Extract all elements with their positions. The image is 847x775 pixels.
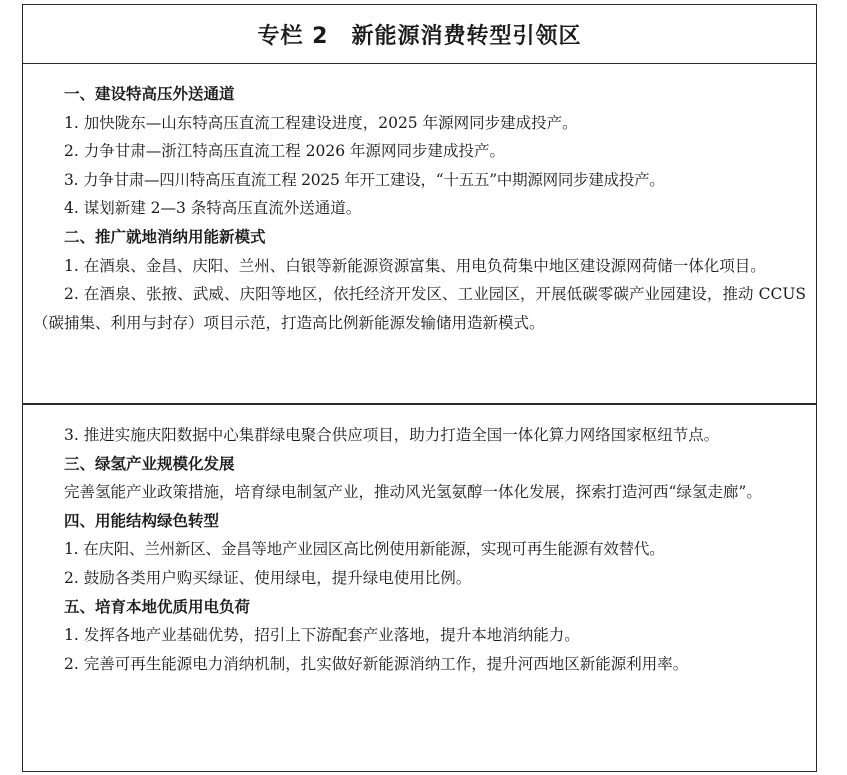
section-5-item-1: 1. 发挥各地产业基础优势，招引上下游配套产业落地，提升本地消纳能力。 <box>64 626 580 645</box>
column-box-part-2 <box>22 404 817 772</box>
section-1-item-4: 4. 谋划新建 2—3 条特高压直流外送通道。 <box>64 199 362 218</box>
section-1-item-3: 3. 力争甘肃—四川特高压直流工程 2025 年开工建设，“十五五”中期源网同步建成投产。 <box>64 170 665 189</box>
section-2-item-1: 1. 在酒泉、金昌、庆阳、兰州、白银等新能源资源富集、用电负荷集中地区建设源网荷储一体化项目。 <box>64 256 766 275</box>
column-title: 专栏 2 新能源消费转型引领区 <box>257 23 582 49</box>
column-content-part-1 <box>23 64 816 337</box>
section-3-item-1: 完善氢能产业政策措施，培育绿电制氢产业，推动风光氢氨醇一体化发展，探索打造河西“绿氢走廊”。 <box>64 483 762 502</box>
column-box-part-1 <box>22 4 817 404</box>
section-1-item-1: 1. 加快陇东—山东特高压直流工程建设进度，2025 年源网同步建成投产。 <box>64 113 578 132</box>
section-heading-5: 五、培育本地优质用电负荷 <box>64 597 251 616</box>
section-heading-2: 二、推广就地消纳用能新模式 <box>64 227 266 246</box>
section-heading-1: 一、建设特高压外送通道 <box>64 85 235 103</box>
section-heading-4: 四、用能结构绿色转型 <box>64 511 220 530</box>
section-2-item-3: 3. 推进实施庆阳数据中心集群绿电聚合供应项目，助力打造全国一体化算力网络国家枢纽节点。 <box>64 426 720 444</box>
section-4-item-2: 2. 鼓励各类用户购买绿证、使用绿电，提升绿电使用比例。 <box>64 568 472 587</box>
section-5-item-2: 2. 完善可再生能源电力消纳机制，扎实做好新能源消纳工作，提升河西地区新能源利用率。 <box>64 654 689 673</box>
section-4-item-1: 1. 在庆阳、兰州新区、金昌等地产业园区高比例使用新能源，实现可再生能源有效替代。 <box>64 540 665 559</box>
section-1-item-2: 2. 力争甘肃—浙江特高压直流工程 2026 年源网同步建成投产。 <box>64 142 506 161</box>
section-2-item-2: 2. 在酒泉、张掖、武威、庆阳等地区，依托经济开发区、工业园区，开展低碳零碳产业园建设，推动 CCUS（碳捕集、利用与封存）项目示范，打造高比例新能源发输储用造新模式。 <box>33 285 806 332</box>
section-heading-3: 三、绿氢产业规模化发展 <box>64 454 235 473</box>
column-title-bar <box>23 5 816 64</box>
column-content-part-2 <box>23 405 816 678</box>
